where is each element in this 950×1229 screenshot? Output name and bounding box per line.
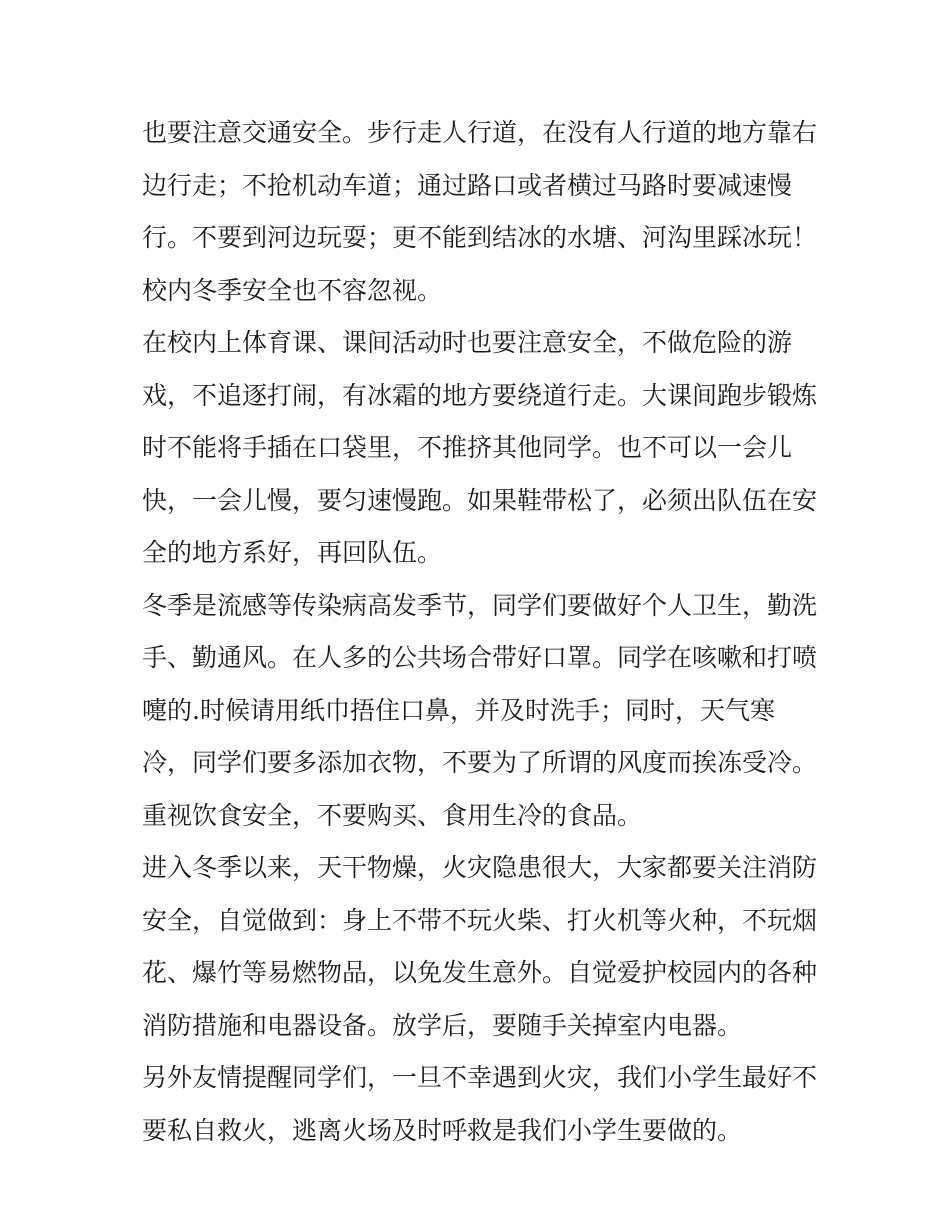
text-line: 安全，自觉做到：身上不带不玩火柴、打火机等火种，不玩烟 xyxy=(142,905,818,935)
text-line: 戏，不追逐打闹，有冰霜的地方要绕道行走。大课间跑步锻炼 xyxy=(142,380,818,410)
text-line: 要私自救火，逃离火场及时呼救是我们小学生要做的。 xyxy=(142,1115,743,1145)
text-line: 全的地方系好，再回队伍。 xyxy=(142,538,443,567)
text-line: 也要注意交通安全。步行走人行道，在没有人行道的地方靠右 xyxy=(142,118,818,147)
text-line: 行。不要到河边玩耍；更不能到结冰的水塘、河沟里踩冰玩！ xyxy=(142,223,818,252)
body-text xyxy=(142,107,822,1157)
text-line: 冬季是流感等传染病高发季节，同学们要做好个人卫生，勤洗 xyxy=(142,590,818,620)
text-line: 嚏的.时候请用纸巾捂住口鼻，并及时洗手；同时，天气寒 xyxy=(142,695,775,725)
text-line: 重视饮食安全，不要购买、食用生冷的食品。 xyxy=(142,800,643,830)
text-line: 在校内上体育课、课间活动时也要注意安全，不做危险的游 xyxy=(142,328,793,357)
text-line: 消防措施和电器设备。放学后，要随手关掉室内电器。 xyxy=(142,1010,743,1040)
text-line: 手、勤通风。在人多的公共场合带好口罩。同学在咳嗽和打喷 xyxy=(142,643,818,672)
text-line: 时不能将手插在口袋里，不推挤其他同学。也不可以一会儿 xyxy=(142,433,793,462)
text-line: 进入冬季以来，天干物燥，火灾隐患很大，大家都要关注消防 xyxy=(142,853,818,882)
text-line: 花、爆竹等易燃物品，以免发生意外。自觉爱护校园内的各种 xyxy=(142,958,818,987)
text-line: 边行走；不抢机动车道；通过路口或者横过马路时要减速慢 xyxy=(142,170,793,200)
text-line: 另外友情提醒同学们，一旦不幸遇到火灾，我们小学生最好不 xyxy=(142,1063,818,1092)
text-line: 冷，同学们要多添加衣物，不要为了所谓的风度而挨冻受冷。 xyxy=(142,748,818,777)
text-line: 快，一会儿慢，要匀速慢跑。如果鞋带松了，必须出队伍在安 xyxy=(142,485,818,515)
text-line: 校内冬季安全也不容忽视。 xyxy=(142,275,443,305)
